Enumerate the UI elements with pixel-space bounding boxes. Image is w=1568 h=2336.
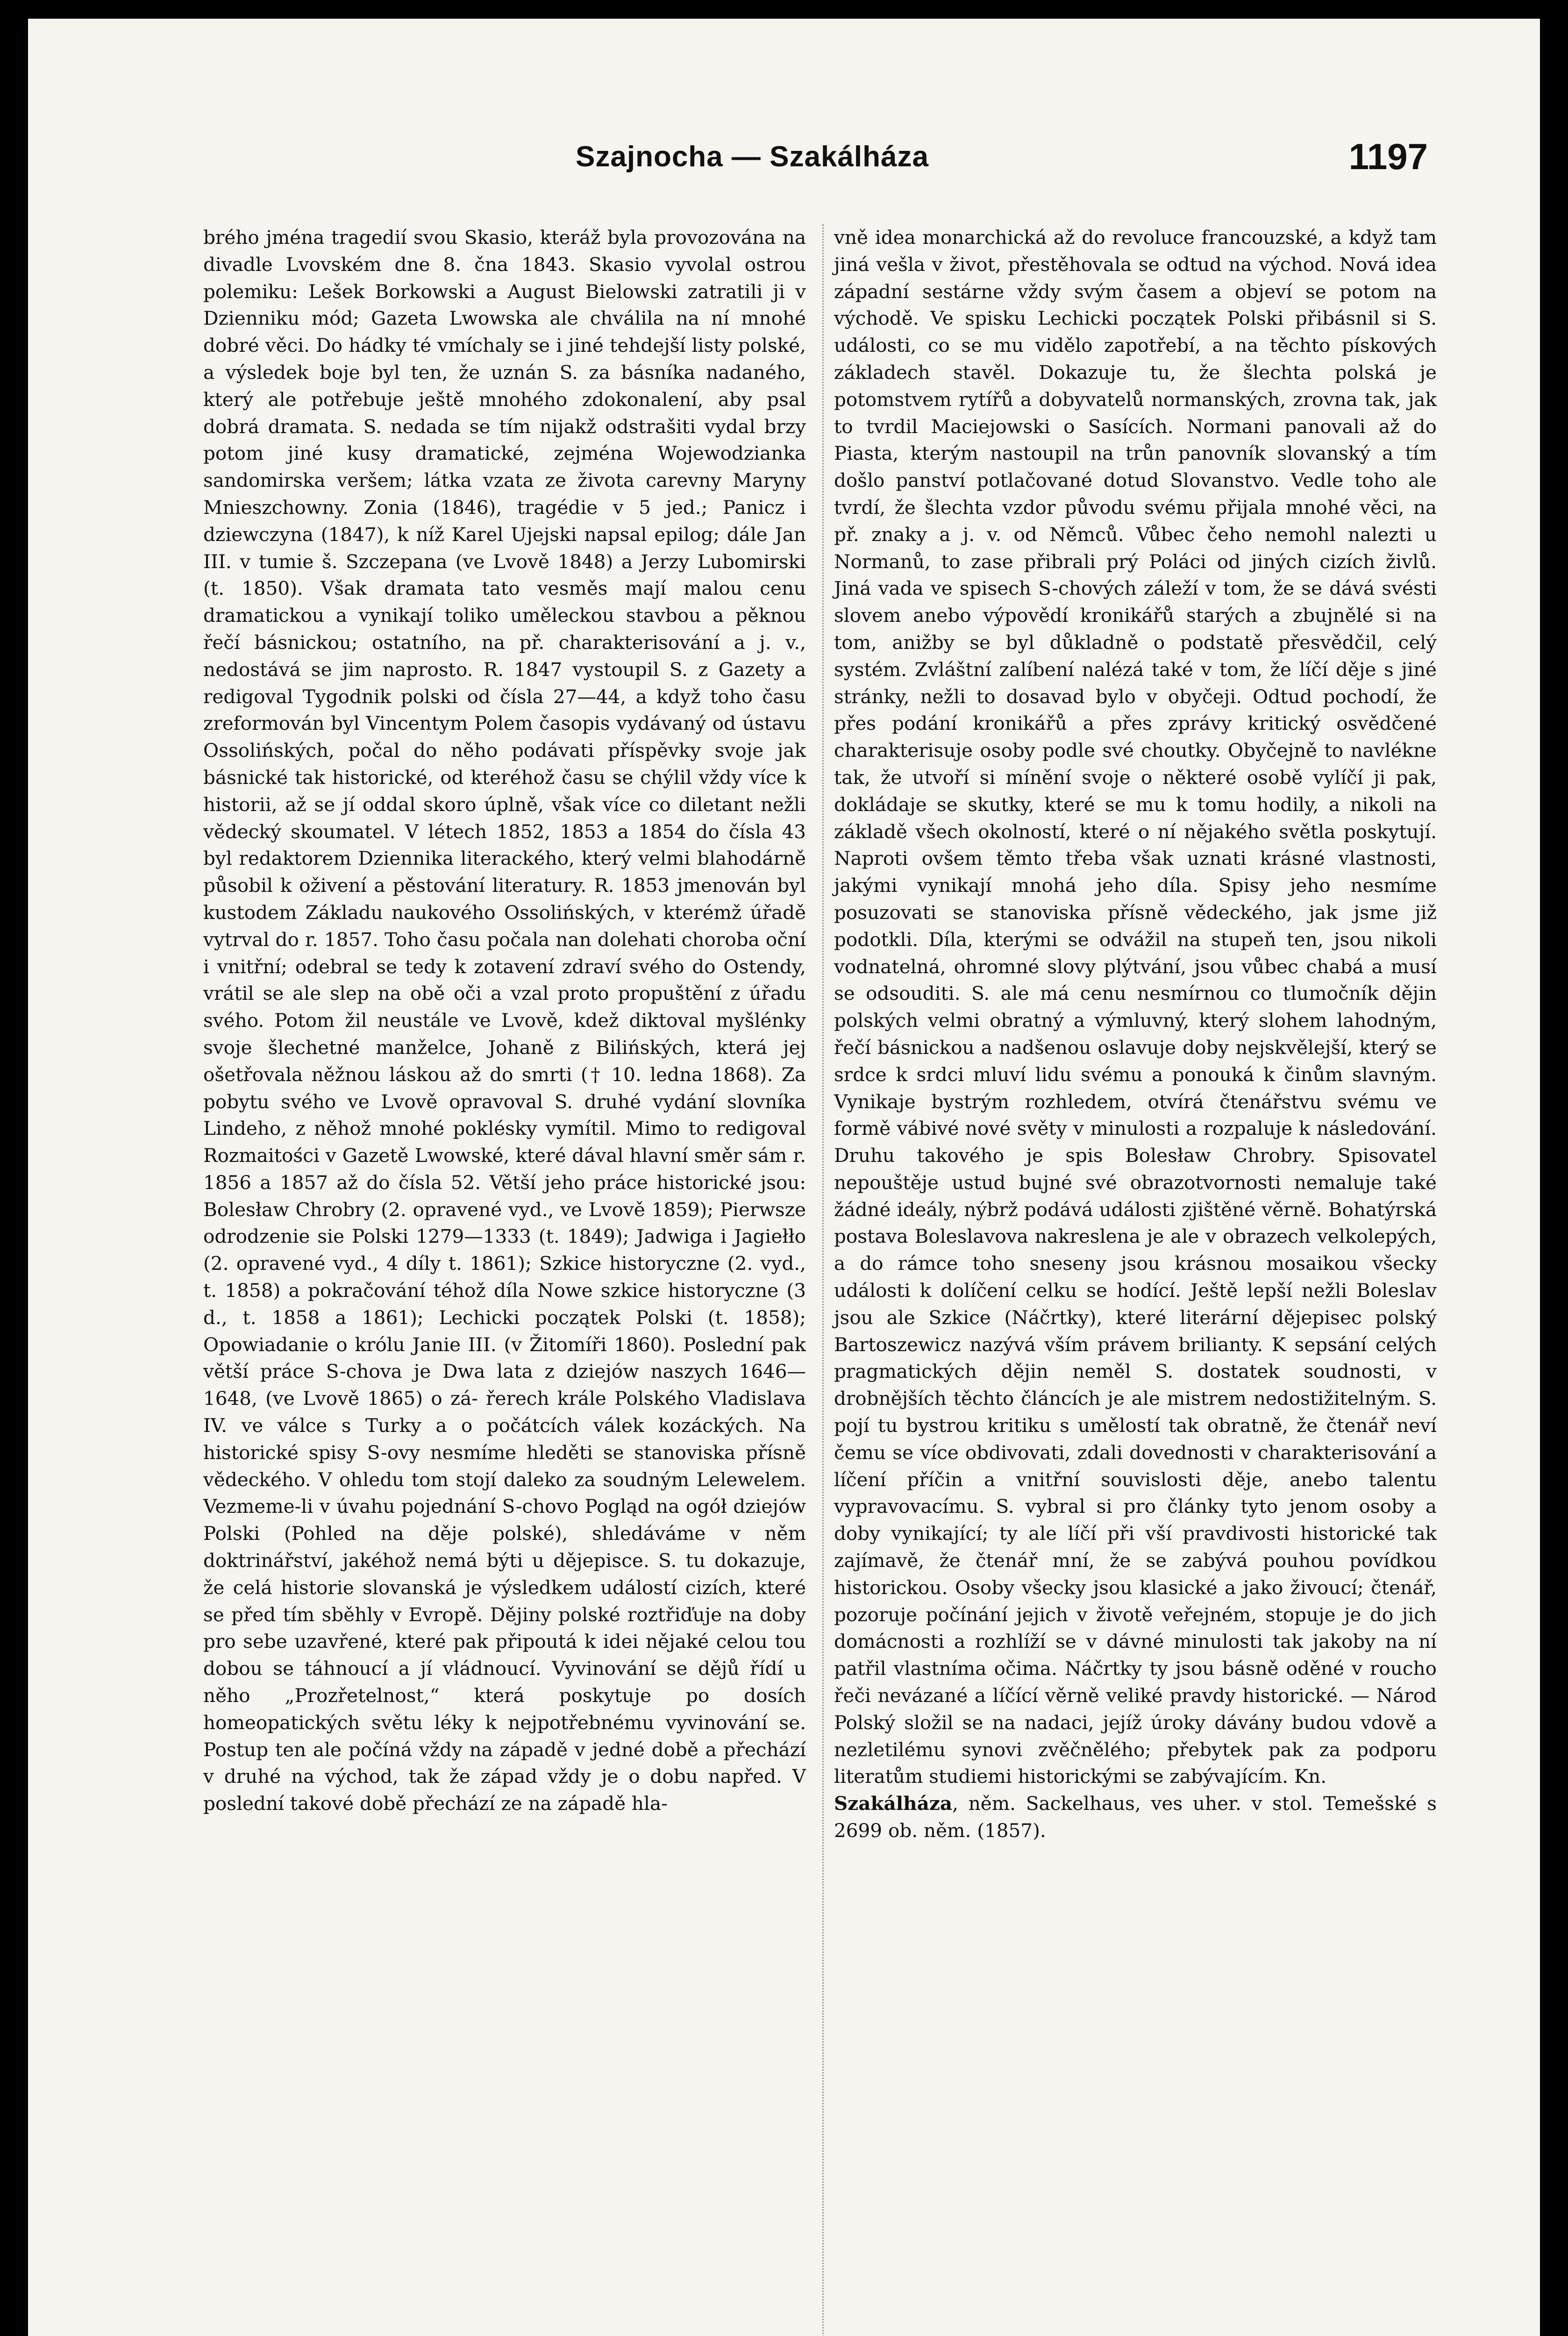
running-head — [28, 135, 1540, 178]
entry-text: , něm. Sackelhaus, ves uher. v stol. Temešské s 2699 ob. něm. (1857). — [834, 1792, 1437, 1842]
column-divider — [822, 224, 824, 2336]
document-page — [28, 19, 1540, 2336]
entry-szakalhaza — [834, 1790, 1437, 1845]
right-column — [834, 224, 1437, 1845]
left-column-text: brého jména tragedií svou Skasio, kteráž byla provozována na divadle Lvovském dne 8. čna 1843. Skasio vyvolal ostrou polemiku: Lešek Borkowski a August Bielowski zatratili ji v Dzienniku mód; Gazeta Lwowska ale chválila na ní mnohé dobré věci. Do hádky té vmíchaly se i jiné tehdejší listy polské, a výsledek boje byl ten, že uznán S. za básníka nadaného, který ale potřebuje ještě mnohého zdokonalení, aby psal dobrá dramata. S. nedada se tím nijakž odstrašiti vydal brzy potom jiné kusy dramatické, zejména Wojewodzianka sandomirska veršem; látka vzata ze života carevny Maryny Mnieszchowny. Zonia (1846), tragédie v 5 jed.; Panicz i dziewczyna (1847), k níž Karel Ujejski napsal epilog; dále Jan III. v tumie š. Szczepana (ve Lvově 1848) a Jerzy Lubomirski (t. 1850). Však dramata tato vesměs mají malou cenu dramatickou a vynikají toliko uměleckou stavbou a pěknou řečí básnickou; ostatního, na př. charakterisování a j. v., nedostává se jim naprosto. R. 1847 vystoupil S. z Gazety a redigoval Tygodnik polski od čísla 27—44, a když toho času zreformován byl Vincentym Polem časopis vydávaný od ústavu Ossolińských, počal do něho podávati příspěvky svoje jak básnické tak historické, od kteréhož času se chýlil vždy více k historii, až se jí oddal skoro úplně, však více co diletant nežli vědecký skoumatel. V létech 1852, 1853 a 1854 do čísla 43 byl redaktorem Dziennika literackého, který velmi blahodárně působil k oživení a pěstování literatury. R. 1853 jmenován byl kustodem Základu naukového Ossolińských, v kterémž úřadě vytrval do r. 1857. Toho času počala nan dolehati choroba oční i vnitřní; odebral se tedy k zotavení zdraví svého do Ostendy, vrátil se ale slep na obě oči a vzal proto propuštění z úřadu svého. Potom žil neustále ve Lvově, kdež diktoval myšlénky svoje šlechetné manželce, Johaně z Bilińských, která jej ošetřovala něžnou láskou až do smrti († 10. ledna 1868). Za pobytu svého ve Lvově opravoval S. druhé vydání slovníka Lindeho, z něhož mnohé poklésky vymítil. Mimo to redigoval Rozmaitości v Gazetě Lwowské, které dával hlavní směr sám r. 1856 a 1857 až do čísla 52. Větší jeho práce historické jsou: Bolesław Chrobry (2. opravené vyd., ve Lvově 1859); Pierwsze odrodzenie sie Polski 1279—1333 (t. 1849); Jadwiga i Jagiełło (2. opravené vyd., 4 díly t. 1861); Szkice historyczne (2. vyd., t. 1858) a pokračování téhož díla Nowe szkice historyczne (3 d., t. 1858 a 1861); Lechicki początek Polski (t. 1858); Opowiadanie o królu Janie III. (v Žitomíři 1860). Poslední pak větší práce S-chova je Dwa lata z dziejów naszych 1646—1648, (ve Lvově 1865) o zá- řerech krále Polského Vladislava IV. ve válce s Turky a o počátcích válek kozáckých. Na historické spisy S-ovy nesmíme hleděti se stanoviska přísně vědeckého. V ohledu tom stojí daleko za soudným Lelewelem. Vezmeme-li v úvahu pojednání S-chovo Pogląd na ogół dziejów Polski (Pohled na děje polské), shledáváme v něm doktrinářství, jakéhož nemá býti u dějepisce. S. tu dokazuje, že celá historie slovanská je výsledkem událostí cizích, které se před tím sběhly v Evropě. Dějiny polské roztřiďuje na doby pro sebe uzavřené, které pak připoutá k idei nějaké celou tou dobou se táhnoucí a jí vládnoucí. Vyvinování se dějů řídí u něho „Prozřetelnost,“ která poskytuje po dosích homeopatických světu léky k nejpotřebnému vyvinování se. Postup ten ale počíná vždy na západě v jedné době a přechází v druhé na východ, tak že západ vždy je o dobu napřed. V poslední takové době přechází ze na západě hla- — [203, 226, 806, 1815]
page-number: 1197 — [1348, 136, 1428, 177]
running-title: Szajnocha — Szakálháza — [576, 141, 929, 173]
left-column — [203, 224, 806, 1817]
entry-headword: Szakálháza — [834, 1792, 953, 1815]
right-column-text: vně idea monarchická až do revoluce francouzské, a když tam jiná vešla v život, přestěhovala se odtud na východ. Nová idea západní sestárne vždy svým časem a objeví se potom na východě. Ve spisku Lechicki początek Polski přibásnil si S. události, co se mu vidělo zapotřebí, a na těchto pískových základech stavěl. Dokazuje tu, že šlechta polská je potomstvem rytířů a dobyvatelů normanských, zrovna tak, jak to tvrdil Maciejowski o Sasících. Normani panovali až do Piasta, kterým nastoupil na trůn panovník slovanský a tím došlo panství potlačované dotud Slovanstvo. Vedle toho ale tvrdí, že šlechta vzdor původu svému přijala mnohé věci, na př. znaky a j. v. od Němců. Vůbec čeho nemohl nalezti u Normanů, to zase přibrali prý Poláci od jiných cizích živlů. Jiná vada ve spisech S-chových záleží v tom, že se dává svésti slovem anebo výpovědí kronikářů starých a zbujnělé si na tom, anižby se byl důkladně o podstatě přesvědčil, celý systém. Zvláštní zalíbení nalézá také v tom, že líčí děje s jiné stránky, nežli to dosavad bylo v obyčeji. Odtud pochodí, že přes podání kronikářů a přes zprávy kritický osvědčené charakterisuje osoby podle své choutky. Obyčejně to navlékne tak, že utvoří si mínění svoje o některé osobě vylíčí ji pak, dokládaje se skutky, které se mu k tomu hodily, a nikoli na základě všech okolností, které o ní nějakého světla poskytují. Naproti ovšem těmto třeba však uznati krásné vlastnosti, jakými vynikají mnohá jeho díla. Spisy jeho nesmíme posuzovati se stanoviska přísně vědeckého, jak jsme již podotkli. Díla, kterými se odvážil na stupeň ten, jsou nikoli vodnatelná, ohromné slovy plýtvání, jsou vůbec chabá a musí se odsouditi. S. ale má cenu nesmírnou co tlumočník dějin polských velmi obratný a výmluvný, který slohem lahodným, řečí básnickou a nadšenou oslavuje doby nejskvělejší, který se srdce k srdci mluví lidu svému a ponouká k činům slavným. Vynikaje bystrým rozhledem, otvírá čtenářstvu svému ve formě vábivé nové světy v minulosti a rozpaluje k následování. Druhu takového je spis Bolesław Chrobry. Spisovatel nepouštěje ustud bujné své obrazotvornosti nemaluje také žádné ideály, nýbrž podává události zjištěné věrně. Bohatýrská postava Boleslavova nakreslena je ale v obrazech velkolepých, a do rámce toho sneseny jsou krásnou mosaikou všecky události k dolíčení celku se hodící. Ještě lepší nežli Boleslav jsou ale Szkice (Náčrtky), které literární dějepisec polský Bartoszewicz nazývá vším právem brilianty. K sepsání celých pragmatických dějin neměl S. dostatek soudnosti, v drobnějších těchto článcích je ale mistrem nedostižitelným. S. pojí tu bystrou kritiku s umělostí tak obratně, že čtenář neví čemu se více obdivovati, zdali dovednosti v charakterisování a líčení příčin a vnitřní souvislosti děje, anebo talentu vypravovacímu. S. vybral si pro články tyto jenom osoby a doby vynikající; ty ale líčí při vší pravdivosti historické tak zajímavě, že čtenář mní, že se zabývá pouhou povídkou historickou. Osoby všecky jsou klasické a jako živoucí; čtenář, pozoruje počínání jejich v životě veřejném, stopuje je do jich domácnosti a rozhlíží se v dávné minulosti tak jakoby na ní patřil vlastníma očima. Náčrtky ty jsou básně oděné v roucho řeči nevázané a líčící věrně veliké pravdy historické. — Národ Polský složil se na nadaci, jejíž úroky dávány budou vdově a nezletilému synovi zvěčnělého; přebytek pak za podporu literatům studiemi historickými se zabývajícím. Kn. — [834, 226, 1437, 1788]
